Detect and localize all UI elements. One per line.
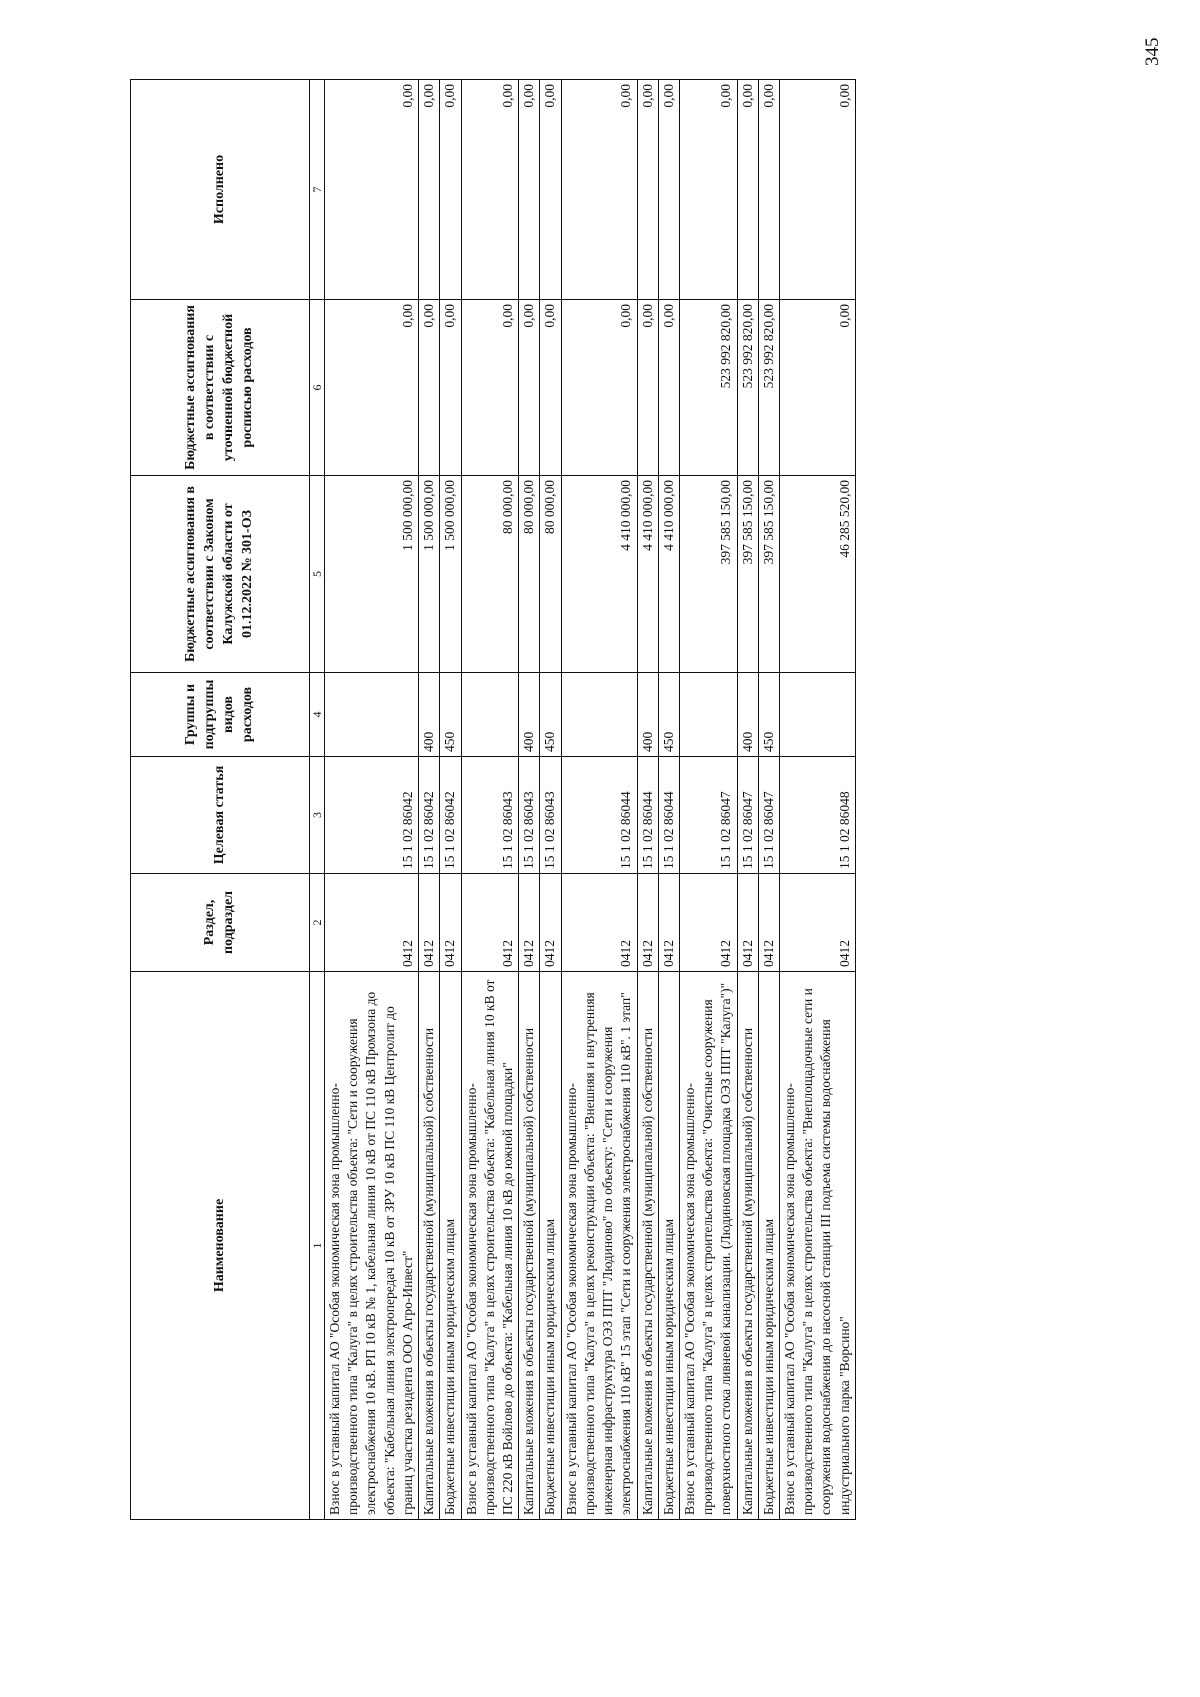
row-group: 450 [440,673,461,757]
row-group: 400 [519,673,540,757]
row-razdel: 0412 [758,874,779,972]
row-statya: 15 1 02 86042 [325,757,419,874]
header-done: Исполнено [131,80,310,300]
row-razdel: 0412 [461,874,519,972]
rotated-table-container [130,80,1030,1520]
row-name: Взнос в уставный капитал АО "Особая экономическая зона промышленно-производственного типа "Калуга" в целях строительства объекта: "Сети и сооружения электроснабжения 10 кВ. РП 10 кВ № 1, кабельная линия 10 кВ от ПС 110 кВ Промзона до объекта: "Кабельная линия электропередач 10 кВ от ЗРУ 10 кВ ПС 110 кВ Центролит до границ участка резидента ООО Агро-Инвест" [325,972,419,1520]
row-rospis: 0,00 [419,300,440,476]
row-statya: 15 1 02 86047 [758,757,779,874]
table-row [658,80,679,1520]
table-row [419,80,440,1520]
row-statya: 15 1 02 86043 [540,757,561,874]
row-rospis: 0,00 [637,300,658,476]
table-row [780,80,856,1520]
row-law: 4 410 000,00 [637,476,658,673]
row-law: 80 000,00 [540,476,561,673]
row-name: Бюджетные инвестиции иным юридическим лицам [658,972,679,1520]
header-razdel: Раздел, подраздел [131,874,310,972]
row-done: 0,00 [461,80,519,300]
row-name: Капитальные вложения в объекты государственной (муниципальной) собственности [737,972,758,1520]
budget-table [130,79,856,1520]
row-group [461,673,519,757]
row-razdel: 0412 [519,874,540,972]
table-row [540,80,561,1520]
column-number: 7 [310,80,325,300]
table-row [561,80,637,1520]
row-statya: 15 1 02 86042 [419,757,440,874]
row-name: Капитальные вложения в объекты государственной (муниципальной) собственности [637,972,658,1520]
row-law: 397 585 150,00 [758,476,779,673]
row-group: 400 [637,673,658,757]
row-name: Взнос в уставный капитал АО "Особая экономическая зона промышленно-производственного типа "Калуга" в целях строительства объекта: "Кабельная линия 10 кВ от ПС 220 кВ Войлово до объекта: "Кабельная линия 10 кВ до южной площадки" [461,972,519,1520]
row-done: 0,00 [658,80,679,300]
row-law: 397 585 150,00 [679,476,737,673]
row-law: 4 410 000,00 [658,476,679,673]
header-group: Группы и подгруппы видов расходов [131,673,310,757]
row-razdel: 0412 [540,874,561,972]
table-row [737,80,758,1520]
row-razdel: 0412 [780,874,856,972]
table-row [637,80,658,1520]
row-rospis: 523 992 820,00 [758,300,779,476]
row-group [561,673,637,757]
row-razdel: 0412 [679,874,737,972]
table-row [758,80,779,1520]
row-statya: 15 1 02 86048 [780,757,856,874]
header-statya: Целевая статья [131,757,310,874]
row-rospis: 0,00 [540,300,561,476]
row-law: 80 000,00 [461,476,519,673]
row-name: Взнос в уставный капитал АО "Особая экономическая зона промышленно-производственного типа "Калуга" в целях строительства объекта: "Внеплощадочные сети и сооружения водоснабжения до насосной станции III подъема системы водоснабжения индустриального парка "Ворсино" [780,972,856,1520]
row-group [780,673,856,757]
row-done: 0,00 [780,80,856,300]
row-law: 46 285 520,00 [780,476,856,673]
row-law: 4 410 000,00 [561,476,637,673]
row-rospis: 0,00 [519,300,540,476]
row-rospis: 523 992 820,00 [679,300,737,476]
column-number: 5 [310,476,325,673]
row-statya: 15 1 02 86044 [658,757,679,874]
row-statya: 15 1 02 86043 [461,757,519,874]
table-row [325,80,419,1520]
row-done: 0,00 [679,80,737,300]
row-name: Бюджетные инвестиции иным юридическим лицам [758,972,779,1520]
row-name: Взнос в уставный капитал АО "Особая экономическая зона промышленно-производственного типа "Калуга" в целях строительства объекта: "Очистные сооружения поверхностного стока ливневой канализации. (Людиновская площадка ОЭЗ ППТ "Калуга")" [679,972,737,1520]
row-statya: 15 1 02 86047 [737,757,758,874]
row-group: 450 [658,673,679,757]
row-law: 80 000,00 [519,476,540,673]
row-rospis: 0,00 [561,300,637,476]
row-name: Капитальные вложения в объекты государственной (муниципальной) собственности [519,972,540,1520]
row-razdel: 0412 [561,874,637,972]
row-statya: 15 1 02 86044 [637,757,658,874]
column-number: 2 [310,874,325,972]
column-number-row [310,80,325,1520]
column-number: 1 [310,972,325,1520]
header-row [131,80,310,1520]
row-razdel: 0412 [440,874,461,972]
row-rospis: 0,00 [780,300,856,476]
header-rospis: Бюджетные ассигнования в соответствии с уточненной бюджетной росписью расходов [131,300,310,476]
column-number: 4 [310,673,325,757]
row-name: Взнос в уставный капитал АО "Особая экономическая зона промышленно-производственного типа "Калуга" в целях реконструкции объекта: "Внешняя и внутренняя инженерная инфраструктура ОЭЗ ППТ "Людиново" по объекту: "Сети и сооружения электроснабжения 110 кВ" 15 этап "Сети и сооружения электроснабжения 110 кВ". 1 этап" [561,972,637,1520]
row-name: Капитальные вложения в объекты государственной (муниципальной) собственности [419,972,440,1520]
header-name: Наименование [131,972,310,1520]
row-done: 0,00 [440,80,461,300]
table-row [519,80,540,1520]
row-statya: 15 1 02 86047 [679,757,737,874]
row-statya: 15 1 02 86042 [440,757,461,874]
row-razdel: 0412 [737,874,758,972]
column-number: 3 [310,757,325,874]
row-name: Бюджетные инвестиции иным юридическим лицам [540,972,561,1520]
table-row [440,80,461,1520]
row-done: 0,00 [419,80,440,300]
row-statya: 15 1 02 86043 [519,757,540,874]
row-rospis: 523 992 820,00 [737,300,758,476]
row-razdel: 0412 [637,874,658,972]
row-law: 1 500 000,00 [325,476,419,673]
row-statya: 15 1 02 86044 [561,757,637,874]
row-done: 0,00 [519,80,540,300]
row-done: 0,00 [325,80,419,300]
row-group: 450 [758,673,779,757]
row-razdel: 0412 [325,874,419,972]
row-name: Бюджетные инвестиции иным юридическим лицам [440,972,461,1520]
row-done: 0,00 [540,80,561,300]
row-done: 0,00 [758,80,779,300]
column-number: 6 [310,300,325,476]
row-group: 400 [419,673,440,757]
row-done: 0,00 [637,80,658,300]
row-group [325,673,419,757]
header-law: Бюджетные ассигнования в соответствии с Законом Калужской области от 01.12.2022 № 301-ОЗ [131,476,310,673]
row-rospis: 0,00 [440,300,461,476]
row-razdel: 0412 [658,874,679,972]
row-group [679,673,737,757]
row-group: 450 [540,673,561,757]
row-razdel: 0412 [419,874,440,972]
row-rospis: 0,00 [658,300,679,476]
row-law: 1 500 000,00 [419,476,440,673]
row-rospis: 0,00 [461,300,519,476]
row-done: 0,00 [737,80,758,300]
row-law: 397 585 150,00 [737,476,758,673]
row-done: 0,00 [561,80,637,300]
page-number: 345 [1142,37,1163,66]
table-row [679,80,737,1520]
row-rospis: 0,00 [325,300,419,476]
table-row [461,80,519,1520]
row-group: 400 [737,673,758,757]
row-law: 1 500 000,00 [440,476,461,673]
